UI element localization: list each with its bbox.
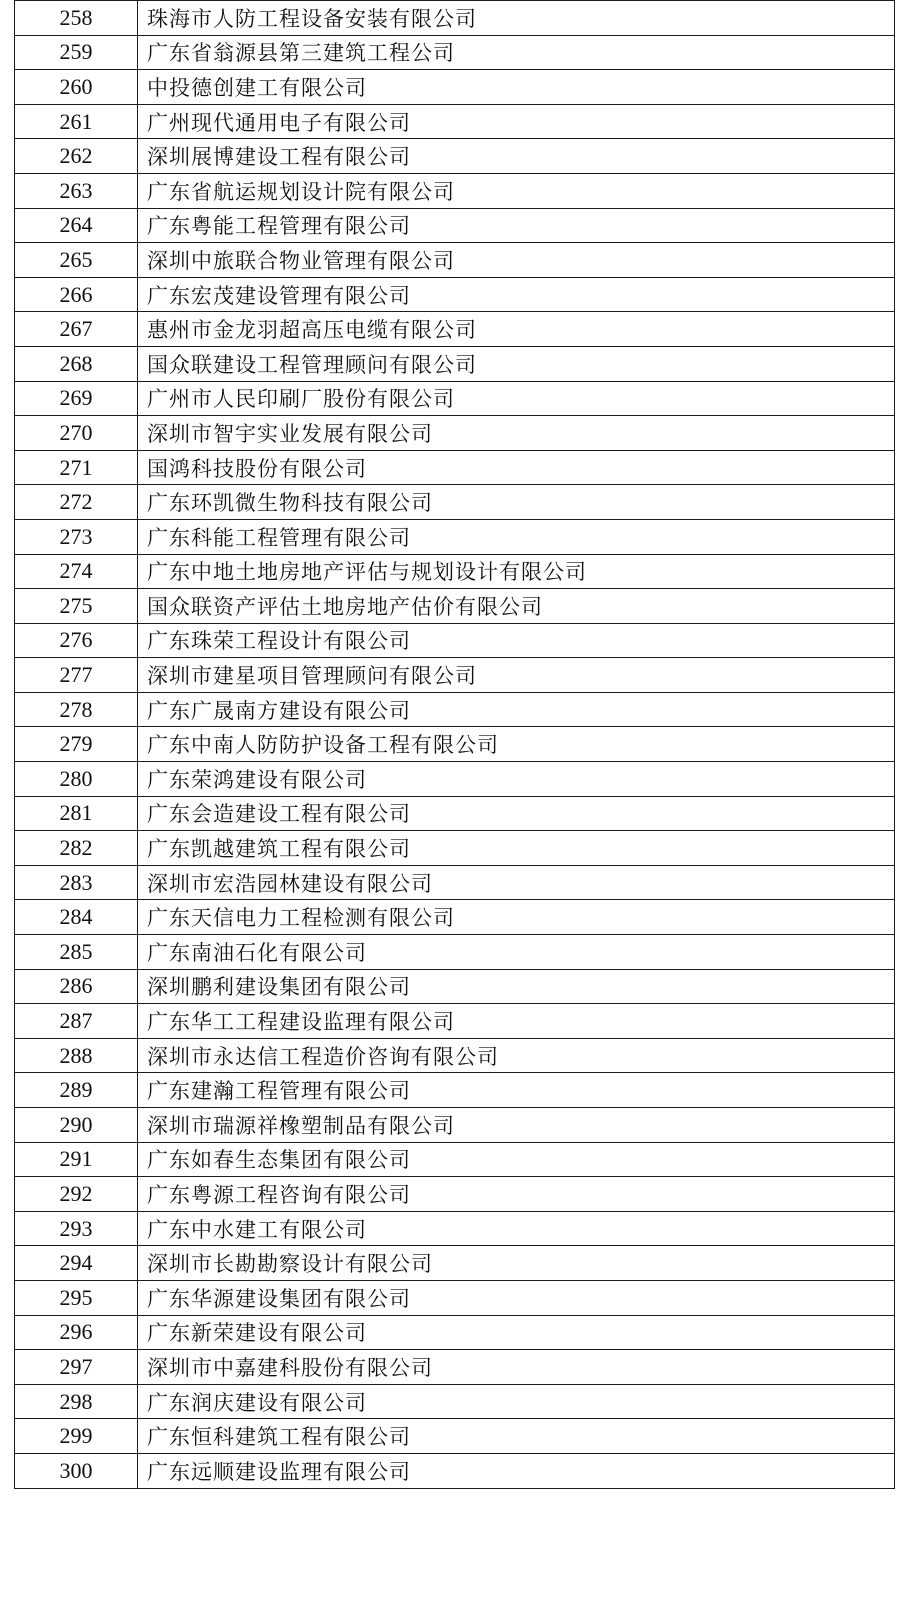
row-number: 279	[15, 727, 138, 762]
row-number: 297	[15, 1350, 138, 1385]
company-name: 广东凯越建筑工程有限公司	[138, 831, 895, 866]
row-number: 278	[15, 692, 138, 727]
table-row	[15, 346, 895, 381]
company-name: 国鸿科技股份有限公司	[138, 450, 895, 485]
table-row	[15, 416, 895, 451]
company-name: 惠州市金龙羽超高压电缆有限公司	[138, 312, 895, 347]
table-row	[15, 554, 895, 589]
company-name: 广州市人民印刷厂股份有限公司	[138, 381, 895, 416]
row-number: 281	[15, 796, 138, 831]
company-name: 广东宏茂建设管理有限公司	[138, 277, 895, 312]
company-name: 深圳市中嘉建科股份有限公司	[138, 1350, 895, 1385]
table-row	[15, 1211, 895, 1246]
company-name: 广东润庆建设有限公司	[138, 1384, 895, 1419]
row-number: 289	[15, 1073, 138, 1108]
company-name: 珠海市人防工程设备安装有限公司	[138, 1, 895, 36]
company-name: 深圳市永达信工程造价咨询有限公司	[138, 1038, 895, 1073]
row-number: 263	[15, 173, 138, 208]
table-row	[15, 1108, 895, 1143]
table-row	[15, 1246, 895, 1281]
row-number: 277	[15, 658, 138, 693]
row-number: 260	[15, 70, 138, 105]
row-number: 284	[15, 900, 138, 935]
row-number: 299	[15, 1419, 138, 1454]
company-list-table	[14, 0, 895, 1489]
row-number: 267	[15, 312, 138, 347]
table-row	[15, 1, 895, 36]
company-name: 广东华工工程建设监理有限公司	[138, 1004, 895, 1039]
company-name: 深圳市建星项目管理顾问有限公司	[138, 658, 895, 693]
row-number: 295	[15, 1280, 138, 1315]
row-number: 273	[15, 519, 138, 554]
company-name: 深圳市宏浩园林建设有限公司	[138, 865, 895, 900]
table-row	[15, 1419, 895, 1454]
table-row	[15, 1038, 895, 1073]
row-number: 282	[15, 831, 138, 866]
company-name: 广东天信电力工程检测有限公司	[138, 900, 895, 935]
company-name: 广东荣鸿建设有限公司	[138, 762, 895, 797]
company-name: 广东新荣建设有限公司	[138, 1315, 895, 1350]
row-number: 293	[15, 1211, 138, 1246]
row-number: 276	[15, 623, 138, 658]
company-name: 广东如春生态集团有限公司	[138, 1142, 895, 1177]
table-row	[15, 831, 895, 866]
row-number: 264	[15, 208, 138, 243]
table-row	[15, 381, 895, 416]
table-row	[15, 727, 895, 762]
table-row	[15, 1384, 895, 1419]
company-name: 广东环凯微生物科技有限公司	[138, 485, 895, 520]
company-name: 广东省翁源县第三建筑工程公司	[138, 35, 895, 70]
row-number: 287	[15, 1004, 138, 1039]
table-row	[15, 139, 895, 174]
company-name: 国众联资产评估土地房地产估价有限公司	[138, 589, 895, 624]
company-name: 广东中水建工有限公司	[138, 1211, 895, 1246]
row-number: 292	[15, 1177, 138, 1212]
row-number: 274	[15, 554, 138, 589]
table-row	[15, 589, 895, 624]
row-number: 266	[15, 277, 138, 312]
company-name: 广东恒科建筑工程有限公司	[138, 1419, 895, 1454]
company-list-body	[15, 1, 895, 1489]
company-name: 深圳中旅联合物业管理有限公司	[138, 243, 895, 278]
company-name: 广东华源建设集团有限公司	[138, 1280, 895, 1315]
table-row	[15, 485, 895, 520]
row-number: 261	[15, 104, 138, 139]
company-name: 广东珠荣工程设计有限公司	[138, 623, 895, 658]
table-row	[15, 623, 895, 658]
row-number: 268	[15, 346, 138, 381]
table-row	[15, 1315, 895, 1350]
table-row	[15, 1142, 895, 1177]
table-row	[15, 70, 895, 105]
company-name: 国众联建设工程管理顾问有限公司	[138, 346, 895, 381]
row-number: 285	[15, 935, 138, 970]
row-number: 272	[15, 485, 138, 520]
company-name: 广东建瀚工程管理有限公司	[138, 1073, 895, 1108]
table-row	[15, 1453, 895, 1488]
table-row	[15, 762, 895, 797]
table-row	[15, 35, 895, 70]
table-row	[15, 935, 895, 970]
row-number: 294	[15, 1246, 138, 1281]
company-list-table-container	[14, 0, 894, 1489]
company-name: 深圳市长勘勘察设计有限公司	[138, 1246, 895, 1281]
row-number: 269	[15, 381, 138, 416]
company-name: 深圳市智宇实业发展有限公司	[138, 416, 895, 451]
table-row	[15, 1350, 895, 1385]
row-number: 298	[15, 1384, 138, 1419]
table-row	[15, 104, 895, 139]
table-row	[15, 1280, 895, 1315]
table-row	[15, 277, 895, 312]
company-name: 广东粤能工程管理有限公司	[138, 208, 895, 243]
row-number: 290	[15, 1108, 138, 1143]
row-number: 258	[15, 1, 138, 36]
row-number: 300	[15, 1453, 138, 1488]
table-row	[15, 865, 895, 900]
company-name: 广东粤源工程咨询有限公司	[138, 1177, 895, 1212]
table-row	[15, 796, 895, 831]
row-number: 288	[15, 1038, 138, 1073]
row-number: 262	[15, 139, 138, 174]
table-row	[15, 969, 895, 1004]
row-number: 275	[15, 589, 138, 624]
company-name: 中投德创建工有限公司	[138, 70, 895, 105]
row-number: 271	[15, 450, 138, 485]
company-name: 广州现代通用电子有限公司	[138, 104, 895, 139]
table-row	[15, 173, 895, 208]
company-name: 广东科能工程管理有限公司	[138, 519, 895, 554]
company-name: 广东中地土地房地产评估与规划设计有限公司	[138, 554, 895, 589]
row-number: 291	[15, 1142, 138, 1177]
company-name: 广东中南人防防护设备工程有限公司	[138, 727, 895, 762]
company-name: 广东南油石化有限公司	[138, 935, 895, 970]
table-row	[15, 208, 895, 243]
company-name: 广东会造建设工程有限公司	[138, 796, 895, 831]
company-name: 深圳展博建设工程有限公司	[138, 139, 895, 174]
table-row	[15, 658, 895, 693]
company-name: 广东远顺建设监理有限公司	[138, 1453, 895, 1488]
table-row	[15, 1004, 895, 1039]
company-name: 广东省航运规划设计院有限公司	[138, 173, 895, 208]
table-row	[15, 312, 895, 347]
row-number: 259	[15, 35, 138, 70]
row-number: 280	[15, 762, 138, 797]
table-row	[15, 1177, 895, 1212]
row-number: 283	[15, 865, 138, 900]
row-number: 286	[15, 969, 138, 1004]
table-row	[15, 900, 895, 935]
table-row	[15, 519, 895, 554]
company-name: 深圳市瑞源祥橡塑制品有限公司	[138, 1108, 895, 1143]
table-row	[15, 692, 895, 727]
row-number: 270	[15, 416, 138, 451]
company-name: 深圳鹏利建设集团有限公司	[138, 969, 895, 1004]
table-row	[15, 450, 895, 485]
row-number: 296	[15, 1315, 138, 1350]
company-name: 广东广晟南方建设有限公司	[138, 692, 895, 727]
table-row	[15, 1073, 895, 1108]
row-number: 265	[15, 243, 138, 278]
table-row	[15, 243, 895, 278]
